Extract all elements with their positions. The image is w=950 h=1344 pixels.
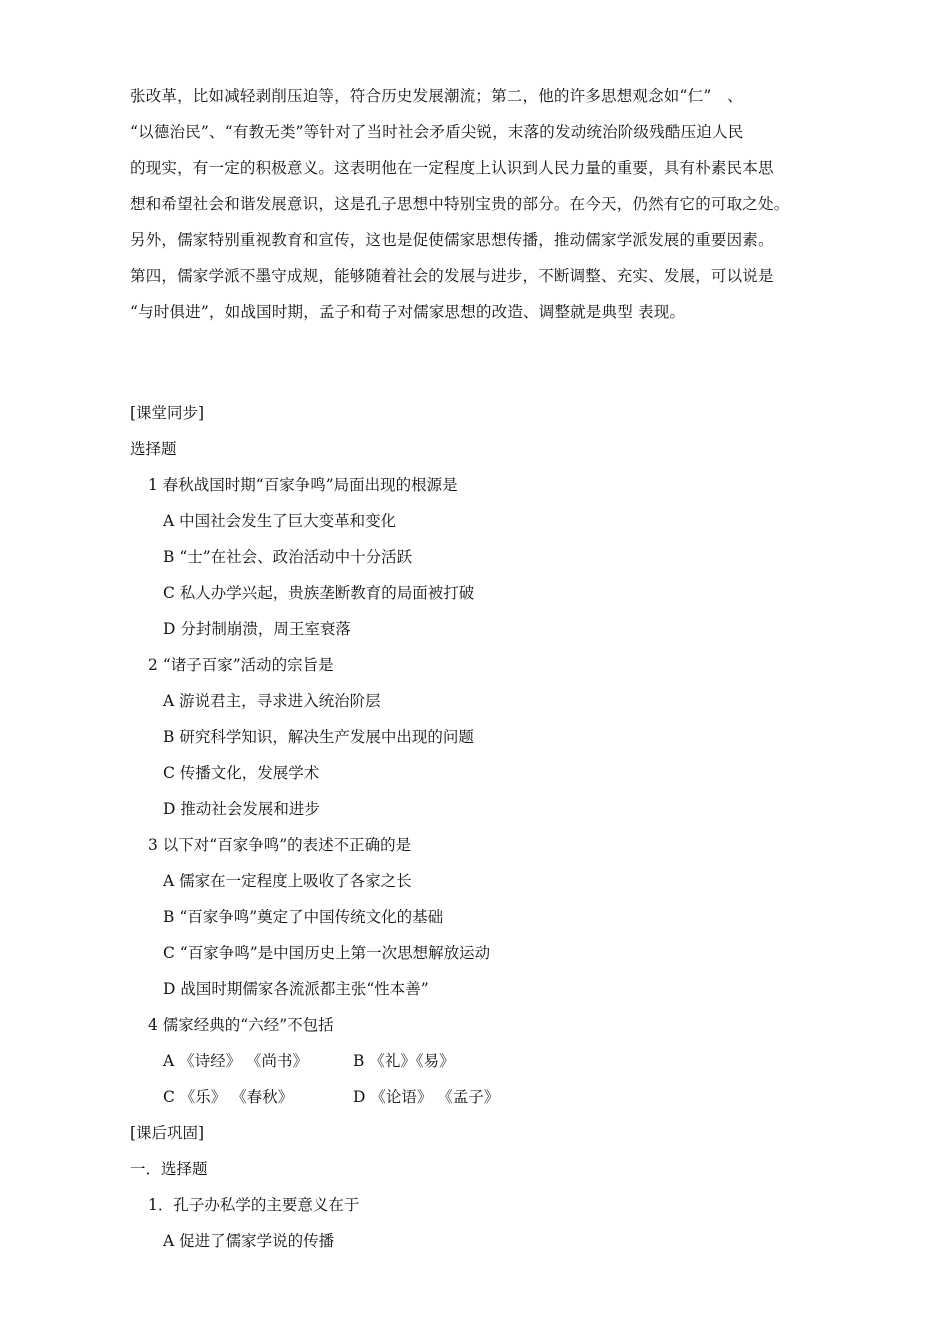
paragraph-line: 张改革，比如减轻剥削压迫等，符合历史发展潮流；第二，他的许多思想观念如“仁” 、 bbox=[130, 87, 743, 105]
question-4-option-a: A 《诗经》 《尚书》 bbox=[163, 1052, 309, 1070]
question-4: 4 儒家经典的“六经”不包括 bbox=[148, 1016, 334, 1034]
after-question-1-option-a: A 促进了儒家学说的传播 bbox=[163, 1232, 335, 1250]
question-4-option-c: C 《乐》 《春秋》 bbox=[163, 1088, 294, 1106]
after-question-1: 1．孔子办私学的主要意义在于 bbox=[148, 1196, 360, 1214]
heading-after-choice: 一．选择题 bbox=[130, 1160, 208, 1178]
paragraph-line: 的现实，有一定的积极意义。这表明他在一定程度上认识到人民力量的重要，具有朴素民本思 bbox=[130, 159, 774, 177]
question-1-option-c: C 私人办学兴起，贵族垄断教育的局面被打破 bbox=[163, 584, 475, 602]
paragraph-line: “与时俱进”，如战国时期，孟子和荀子对儒家思想的改造、调整就是典型 表现。 bbox=[130, 303, 686, 321]
question-2-option-a: A 游说君主，寻求进入统治阶层 bbox=[163, 692, 381, 710]
paragraph-line: 另外，儒家特别重视教育和宣传，这也是促使儒家思想传播，推动儒家学派发展的重要因素。 bbox=[130, 231, 774, 249]
question-2-option-d: D 推动社会发展和进步 bbox=[163, 800, 320, 818]
question-1-option-b: B “士”在社会、政治活动中十分活跃 bbox=[163, 548, 413, 566]
question-1-option-d: D 分封制崩溃，周王室衰落 bbox=[163, 620, 351, 638]
question-2-option-c: C 传播文化，发展学术 bbox=[163, 764, 320, 782]
question-4-option-b: B 《礼》《易》 bbox=[353, 1052, 455, 1070]
question-2-option-b: B 研究科学知识，解决生产发展中出现的问题 bbox=[163, 728, 474, 746]
exercise-content bbox=[130, 395, 830, 1259]
body-paragraph bbox=[130, 78, 830, 330]
question-3-option-b: B “百家争鸣”奠定了中国传统文化的基础 bbox=[163, 908, 444, 926]
section-after-class: [课后巩固] bbox=[130, 1124, 205, 1142]
question-1-option-a: A 中国社会发生了巨大变革和变化 bbox=[163, 512, 397, 530]
question-3-option-c: C “百家争鸣”是中国历史上第一次思想解放运动 bbox=[163, 944, 491, 962]
question-4-option-d: D 《论语》 《孟子》 bbox=[353, 1088, 500, 1106]
section-classroom: [课堂同步] bbox=[130, 404, 205, 422]
heading-choice: 选择题 bbox=[130, 440, 177, 458]
question-3-option-d: D 战国时期儒家各流派都主张“性本善” bbox=[163, 980, 429, 998]
question-4-options-cd bbox=[130, 1079, 830, 1115]
question-4-options-ab bbox=[130, 1043, 830, 1079]
question-3: 3 以下对“百家争鸣”的表述不正确的是 bbox=[148, 836, 412, 854]
question-1: 1 春秋战国时期“百家争鸣”局面出现的根源是 bbox=[148, 476, 458, 494]
paragraph-line: “以德治民”、“有教无类”等针对了当时社会矛盾尖锐，末落的发动统治阶级残酷压迫人民 bbox=[130, 123, 744, 141]
question-2: 2 “诸子百家”活动的宗旨是 bbox=[148, 656, 334, 674]
paragraph-line: 第四，儒家学派不墨守成规，能够随着社会的发展与进步，不断调整、充实、发展，可以说是 bbox=[130, 267, 774, 285]
question-3-option-a: A 儒家在一定程度上吸收了各家之长 bbox=[163, 872, 412, 890]
paragraph-line: 想和希望社会和谐发展意识，这是孔子思想中特别宝贵的部分。在今天，仍然有它的可取之处。 bbox=[130, 195, 790, 213]
